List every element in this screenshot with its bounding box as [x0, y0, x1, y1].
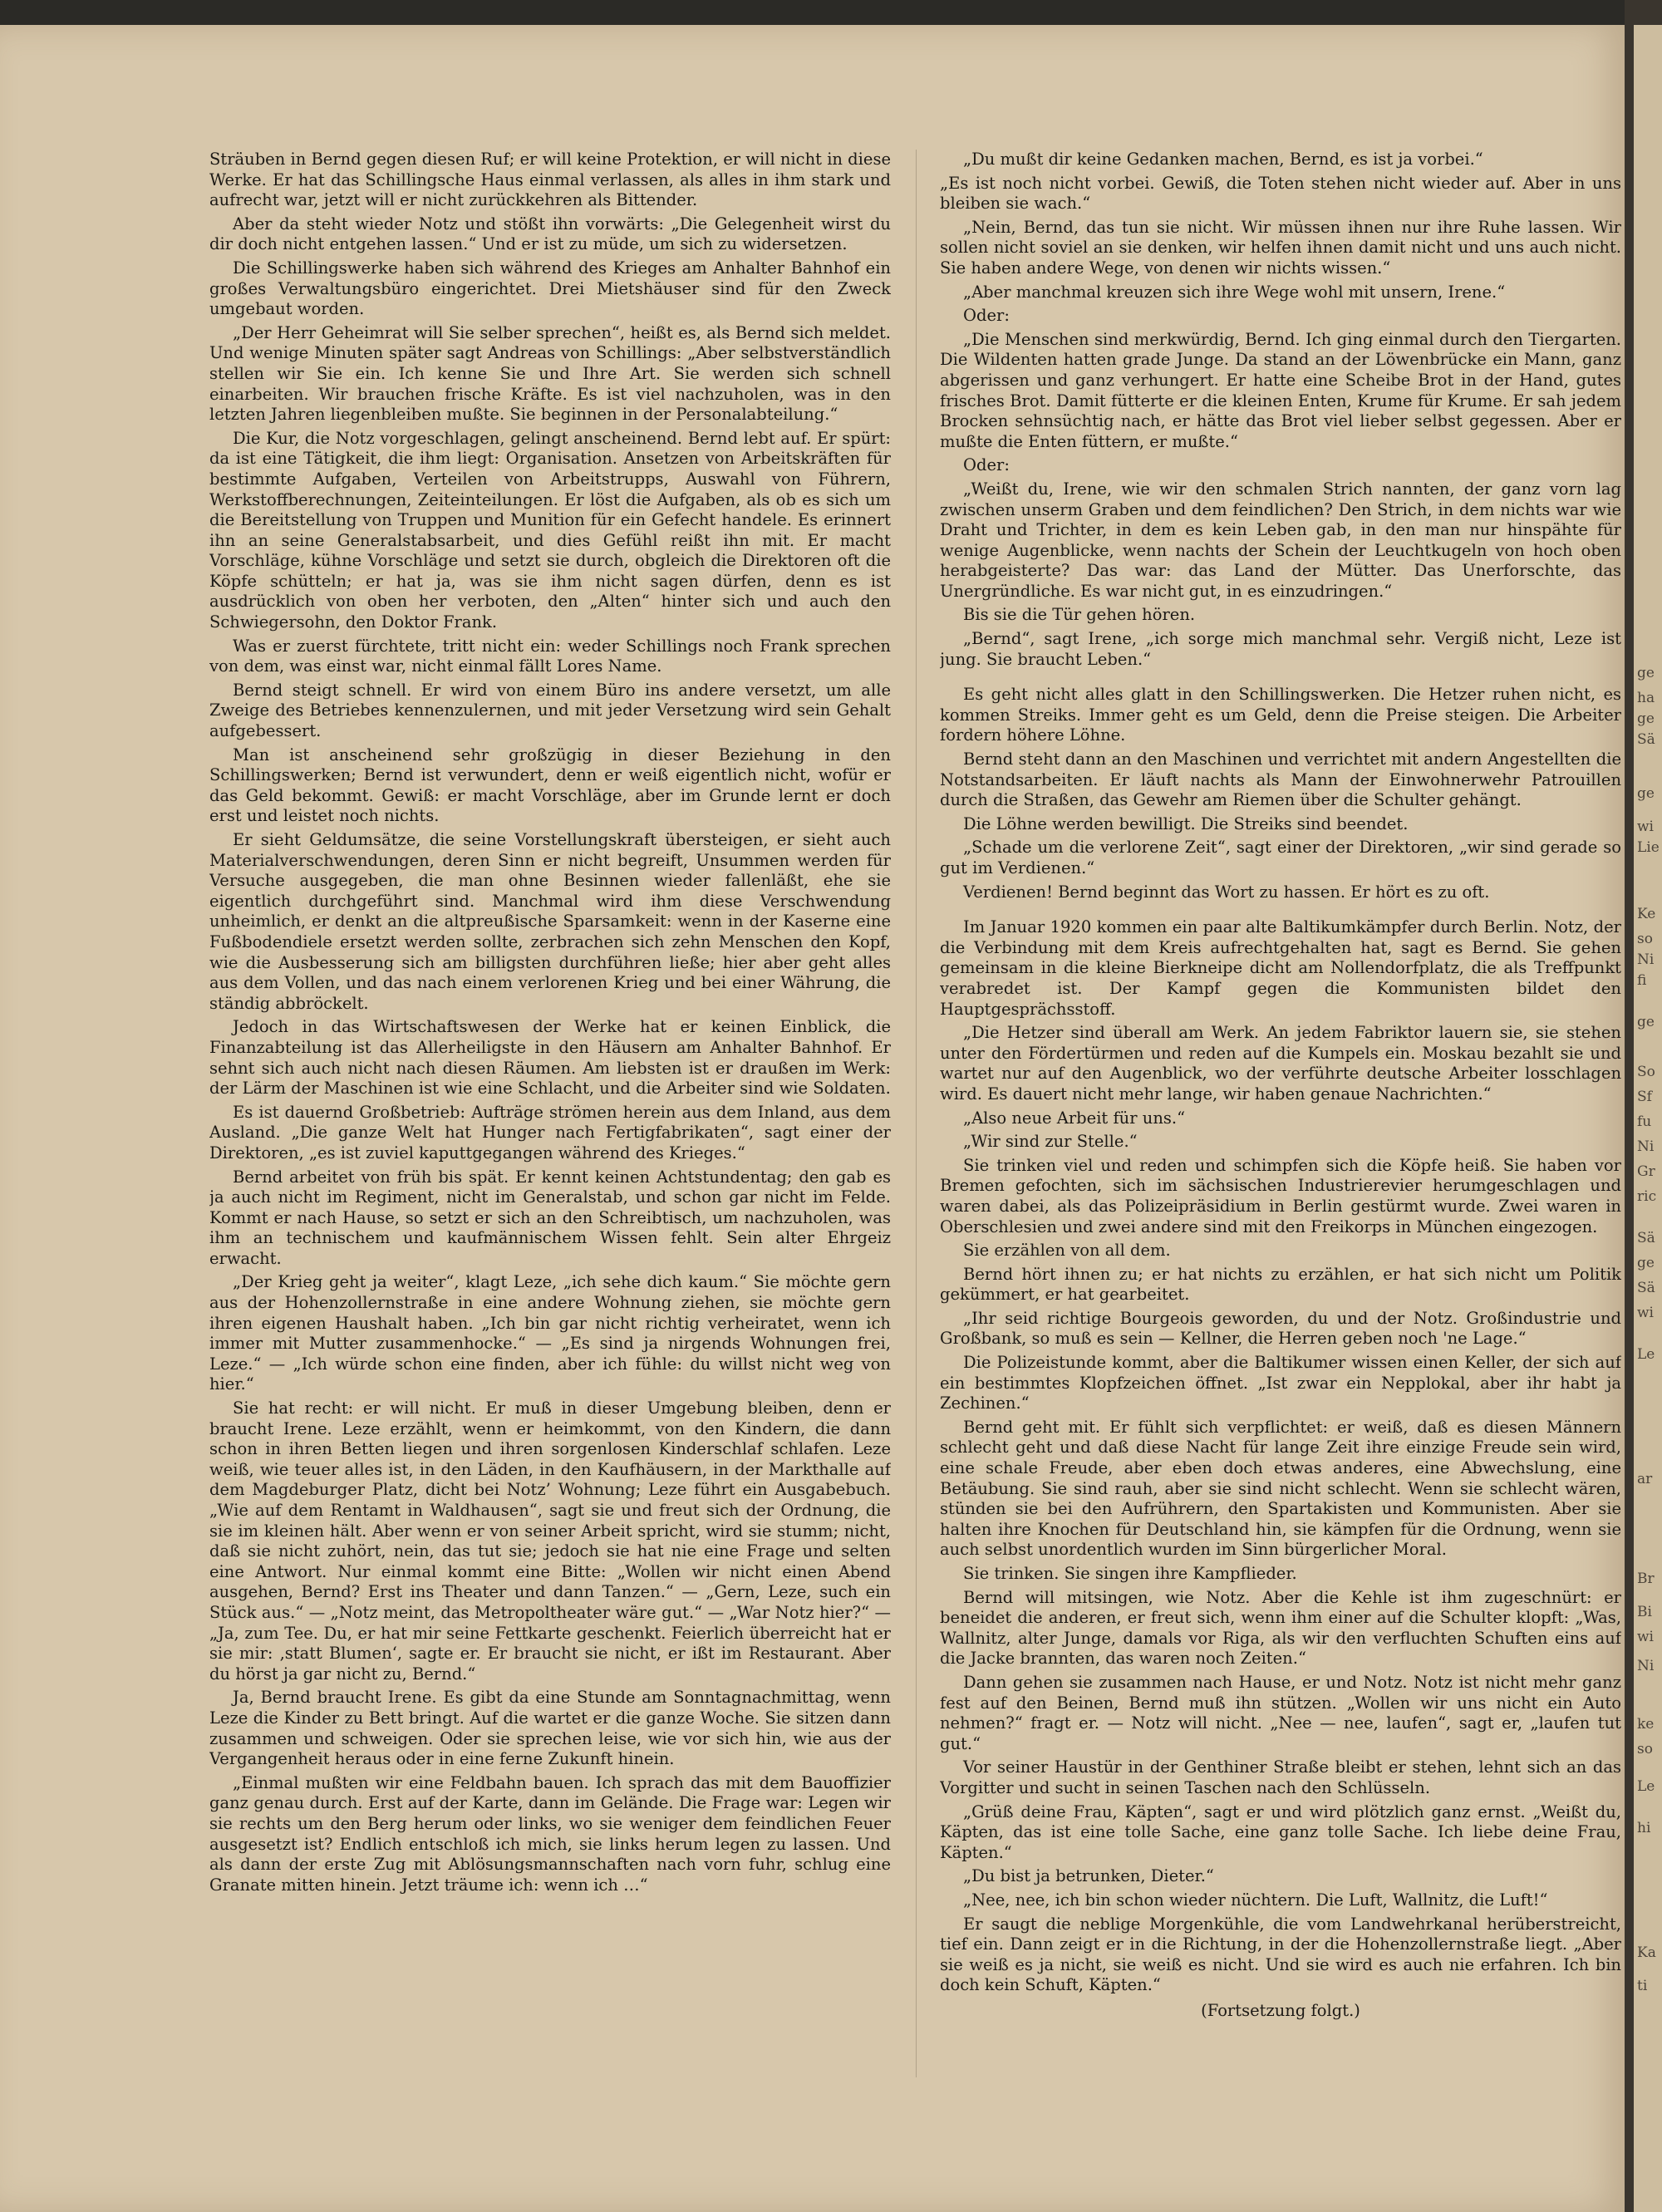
edge-fragment: hi — [1637, 1820, 1651, 1836]
edge-fragment: So — [1637, 1064, 1655, 1080]
edge-fragment: so — [1637, 1741, 1653, 1757]
edge-fragment: Gr — [1637, 1163, 1655, 1180]
edge-fragment: Le — [1637, 1346, 1655, 1363]
newspaper-page — [0, 25, 1625, 2212]
paragraph: Jedoch in das Wirtschaftswesen der Werke hat er keinen Einblick, die Finanzabteilung ist das Allerheiligste in den Häusern am Anhalter Bahnhof. Er sehnt sich auch nicht nach diesen Räumen. Am liebsten ist er draußen im Werk: der Lärm der Maschinen ist wie eine Schlacht, und die Arbeiter sind wie Soldaten. — [209, 1017, 891, 1099]
edge-fragment: ge — [1637, 1255, 1655, 1271]
paragraph: „Die Menschen sind merkwürdig, Bernd. Ich ging einmal durch den Tiergarten. Die Wildenten hatten grade Junge. Da stand an der Löwenbrücke ein Mann, ganz abgerissen und ganz verhungert. Er hatte eine Scheibe Brot in der Hand, gutes frisches Brot. Damit fütterte er die kleinen Enten, Krume für Krume. Er sah jedem Brocken sehnsüchtig nach, er hätte das Brot viel lieber selbst gegessen. Aber er mußte die Enten füttern, er mußte.“ — [940, 329, 1621, 451]
edge-fragment: wi — [1637, 818, 1654, 835]
edge-fragment: Sä — [1637, 1280, 1655, 1296]
paragraph: Verdienen! Bernd beginnt das Wort zu hassen. Er hört es zu oft. — [963, 882, 1490, 902]
paragraph: Sträuben in Bernd gegen diesen Ruf; er will keine Protektion, er will nicht in diese Werke. Er hat das Schillingsche Haus einmal verlassen, als alles in ihm stark und aufrecht war, jetzt will er nicht zurückkehren als Bittender. — [209, 150, 891, 210]
paragraph: Was er zuerst fürchtete, tritt nicht ein: weder Schillings noch Frank sprechen von dem, was einst war, nicht einmal fällt Lores Name. — [209, 636, 891, 676]
edge-fragment: ar — [1637, 1471, 1653, 1487]
paragraph: Aber da steht wieder Notz und stößt ihn vorwärts: „Die Gelegenheit wirst du dir doch nicht entgehen lassen.“ Und er ist zu müde, um sich zu widersetzen. — [209, 214, 891, 254]
paragraph: Oder: — [963, 306, 1010, 326]
edge-fragment: Br — [1637, 1571, 1655, 1587]
paragraph: Bernd geht mit. Er fühlt sich verpflichtet: er weiß, daß es diesen Männern schlecht geht und daß diese Nacht für lange Zeit ihre einzige Freude sein wird, eine schale Freude, aber eben doch etwas anderes, eine Abwechslung, eine Betäubung. Sie sind rauh, aber sie sind nicht schlecht. Wenn sie schlecht wären, stünden sie bei den Aufrührern, den Spartakisten und Kommunisten. Aber sie halten ihre Knochen für Deutschland hin, sie kämpfen für die Ordnung, wenn sie auch selbst unordentlich wurden im Sinn bürgerlicher Moral. — [940, 1417, 1621, 1560]
edge-fragment: ha — [1637, 690, 1655, 706]
edge-fragment: Ni — [1637, 951, 1655, 968]
edge-fragment: Ni — [1637, 1138, 1655, 1155]
paragraph: Bernd hört ihnen zu; er hat nichts zu erzählen, er hat sich nicht um Politik gekümmert, er hat gearbeitet. — [940, 1264, 1621, 1305]
paragraph: „Einmal mußten wir eine Feldbahn bauen. Ich sprach das mit dem Bauoffizier ganz genau durch. Erst auf der Karte, dann im Gelände. Die Frage war: Legen wir sie rechts um den Berg herum oder links, wo sie weniger dem feindlichen Feuer ausgesetzt ist? Endlich entschloß ich mich, sie links herum legen zu lassen. Und als dann der erste Zug mit Ablösungsmannschaften nach vorn fuhr, schlug eine Granate mitten hinein. Jetzt träume ich: wenn ich …“ — [209, 1772, 891, 1895]
edge-fragment: Le — [1637, 1778, 1655, 1795]
edge-fragment: ge — [1637, 665, 1655, 681]
paragraph: Bernd will mitsingen, wie Notz. Aber die Kehle ist ihm zugeschnürt: er beneidet die anderen, er freut sich, wenn ihm einer auf die Schulter klopft: „Was, Wallnitz, alter Junge, damals vor Riga, als wir den verfluchten Schuften eins auf die Jacke brannten, das waren noch Zeiten.“ — [940, 1587, 1621, 1669]
edge-fragment: Sä — [1637, 731, 1655, 748]
edge-fragment: ge — [1637, 785, 1655, 802]
paragraph: Er saugt die neblige Morgenkühle, die vom Landwehrkanal herüberstreicht, tief ein. Dann zeigt er in die Richtung, in der die Hohenzollernstraße liegt. „Aber sie weiß es ja nicht, sie weiß es nicht. Und sie wird es auch nie erfahren. Ich bin doch kein Schuft, Käpten.“ — [940, 1914, 1621, 1995]
edge-fragment: ric — [1637, 1188, 1657, 1205]
edge-fragment: ti — [1637, 1978, 1648, 1994]
paragraph: „Der Krieg geht ja weiter“, klagt Leze, „ich sehe dich kaum.“ Sie möchte gern aus der Hohenzollernstraße in eine andere Wohnung ziehen, sie möchte gern ihren eigenen Haushalt haben. „Ich bin gar nicht richtig verheiratet, wenn ich immer mit Mutter zusammenhocke.“ — „Es sind ja nirgends Wohnungen frei, Leze.“ — „Ich würde schon eine finden, aber ich fühle: du willst nicht weg von hier.“ — [209, 1272, 891, 1394]
paragraph: Man ist anscheinend sehr großzügig in dieser Beziehung in den Schillingswerken; Bernd ist verwundert, denn er weiß eigentlich nicht, wofür er das Geld bekommt. Gewiß: er macht Vorschläge, aber im Grunde lernt er doch erst und leistet noch nichts. — [209, 745, 891, 826]
paragraph: „Grüß deine Frau, Käpten“, sagt er und wird plötzlich ganz ernst. „Weißt du, Käpten, das ist eine tolle Sache, eine ganz tolle Sache. Ich liebe deine Frau, Käpten.“ — [940, 1802, 1621, 1862]
paragraph: Dann gehen sie zusammen nach Hause, er und Notz. Notz ist nicht mehr ganz fest auf den Beinen, Bernd muß ihn stützen. „Wollen wir uns nicht ein Auto nehmen?“ fragt er. — Notz will nicht. „Nee — nee, laufen“, sagt er, „laufen tut gut.“ — [940, 1672, 1621, 1753]
paragraph: Sie erzählen von all dem. — [963, 1241, 1171, 1261]
edge-fragment: fi — [1637, 972, 1647, 989]
paragraph: Bernd steht dann an den Maschinen und verrichtet mit andern Angestellten die Notstandsarbeiten. Er läuft nachts als Mann der Einwohnerwehr Patrouillen durch die Straßen, das Gewehr am Riemen über die Schulter gehängt. — [940, 750, 1621, 810]
paragraph: „Du mußt dir keine Gedanken machen, Bernd, es ist ja vorbei.“ — [963, 150, 1483, 169]
paragraph: „Schade um die verlorene Zeit“, sagt einer der Direktoren, „wir sind gerade so gut im Verdienen.“ — [940, 838, 1621, 877]
paragraph: Die Kur, die Notz vorgeschlagen, gelingt anscheinend. Bernd lebt auf. Er spürt: da ist eine Tätigkeit, die ihm liegt: Organisation. Ansetzen von Arbeitskräften für bestimmte Aufgaben, Verteilen von Arbeitstrupps, Auswahl von Führern, Werkstoffberechnungen, Zeiteinteilungen. Er löst die Aufgaben, als ob es sich um die Bereitstellung von Truppen und Munition für ein Gefecht handele. Es erinnert ihn an seine Generalstabsarbeit, und dies Gefühl reißt ihn mit. Er macht Vorschläge, kühne Vorschläge und setzt sie durch, obgleich die Direktoren oft die Köpfe schütteln; er hat ja, was sie ihm nicht sagen dürfen, denn es ist ausdrücklich von oben her verboten, den „Alten“ hinter sich und auch den Schwiegersohn, den Doktor Frank. — [209, 428, 891, 632]
paragraph: Die Schillingswerke haben sich während des Krieges am Anhalter Bahnhof ein großes Verwaltungsbüro eingerichtet. Drei Mietshäuser sind für den Zweck umgebaut worden. — [209, 258, 891, 319]
adjacent-page-edge — [1634, 25, 1662, 2212]
paragraph: „Bernd“, sagt Irene, „ich sorge mich manchmal sehr. Vergiß nicht, Leze ist jung. Sie braucht Leben.“ — [940, 629, 1621, 669]
paragraph: „Du bist ja betrunken, Dieter.“ — [963, 1866, 1214, 1886]
paragraph: „Es ist noch nicht vorbei. Gewiß, die Toten stehen nicht wieder auf. Aber in uns bleiben sie wach.“ — [940, 173, 1621, 214]
paragraph: „Ihr seid richtige Bourgeois geworden, du und der Notz. Großindustrie und Großbank, so muß es sein — Kellner, die Herren geben noch 'ne Lage.“ — [940, 1308, 1621, 1349]
paragraph: (Fortsetzung folgt.) — [1201, 2000, 1360, 2020]
edge-fragment: Ke — [1637, 906, 1656, 922]
paragraph: Bernd steigt schnell. Er wird von einem Büro ins andere versetzt, um alle Zweige des Betriebes kennenzulernen, und mit jeder Versetzung wird sein Gehalt aufgebessert. — [209, 680, 891, 741]
paragraph: Sie hat recht: er will nicht. Er muß in dieser Umgebung bleiben, denn er braucht Irene. Leze erzählt, wenn er heimkommt, von den Kindern, die dann schon in ihren Betten liegen und ihren sorgenlosen Kinderschlaf schlafen. Leze weiß, wie teuer alles ist, in den Läden, in den Kaufhäusern, in der Markthalle auf dem Magdeburger Platz, dicht bei Notz’ Wohnung; Leze führt ein Ausgabebuch. „Wie auf dem Rentamt in Waldhausen“, sagt sie und freut sich der Ordnung, die sie im kleinen hält. Aber wenn er von seiner Arbeit spricht, wird sie stumm; nicht, daß sie nicht zuhört, nein, das tut sie; jedoch sie hat nie eine Frage und selten eine Antwort. Nur einmal kommt eine Bitte: „Wollen wir nicht einen Abend ausgehen, Bernd? Erst ins Theater und dann Tanzen.“ — „Gern, Leze, such ein Stück aus.“ — „Notz meint, das Metropoltheater wäre gut.“ — „War Notz hier?“ — „Ja, zum Tee. Du, er hat mir seine Fettkarte geschenkt. Feierlich überreicht hat er sie mir: ‚statt Blumen‘, sagte er. Er braucht sie nicht, er ißt im Restaurant. Aber du hörst ja gar nicht zu, Bernd.“ — [209, 1398, 891, 1684]
column-divider — [916, 150, 917, 2077]
paragraph: Die Löhne werden bewilligt. Die Streiks sind beendet. — [963, 814, 1409, 833]
edge-fragment: Bi — [1637, 1604, 1652, 1620]
edge-fragment: wi — [1637, 1629, 1654, 1645]
edge-fragment: ke — [1637, 1716, 1655, 1733]
paragraph: „Der Herr Geheimrat will Sie selber sprechen“, heißt es, als Bernd sich meldet. Und wenige Minuten später sagt Andreas von Schillings: „Aber selbstverständlich stellen wir Sie ein. Ich kenne Sie und Ihre Art. Sie werden sich schnell einarbeiten. Wir brauchen frische Kräfte. Es ist viel nachzuholen, was in den letzten Jahren liegenbleiben mußte. Sie beginnen in der Personalabteilung.“ — [209, 322, 891, 425]
edge-fragment: Ni — [1637, 1658, 1655, 1674]
paragraph: Ja, Bernd braucht Irene. Es gibt da eine Stunde am Sonntagnachmittag, wenn Leze die Kinder zu Bett bringt. Auf die wartet er die ganze Woche. Sie sitzen dann zusammen und schweigen. Oder sie sprechen leise, wie vor sich hin, wie aus der Vergangenheit heraus oder in eine ferne Zukunft hinein. — [209, 1688, 891, 1769]
paragraph: Die Polizeistunde kommt, aber die Baltikumer wissen einen Keller, der sich auf ein bestimmtes Klopfzeichen öffnet. „Ist zwar ein Nepplokal, aber ihr habt ja Zechinen.“ — [940, 1353, 1621, 1413]
paragraph: Im Januar 1920 kommen ein paar alte Baltikumkämpfer durch Berlin. Notz, der die Verbindung mit dem Kreis aufrechtgehalten hat, sagt es Bernd. Sie gehen gemeinsam in die kleine Bierkneipe dicht am Nollendorfplatz, die als Treffpunkt verabredet ist. Der Kampf gegen die Kommunisten bildet den Hauptgesprächsstoff. — [940, 917, 1621, 1019]
edge-fragment: wi — [1637, 1305, 1654, 1321]
text-column-right — [940, 150, 1621, 2077]
paragraph: Bernd arbeitet von früh bis spät. Er kennt keinen Achtstundentag; den gab es ja auch nicht im Regiment, nicht im Generalstab, und schon gar nicht im Felde. Kommt er nach Hause, so setzt er sich an den Schreibtisch, um nachzuholen, was ihm an technischem und kaufmännischem Wissen fehlt. Sein alter Ehrgeiz erwacht. — [209, 1167, 891, 1268]
paragraph: Bis sie die Tür gehen hören. — [963, 605, 1196, 625]
paragraph: Es ist dauernd Großbetrieb: Aufträge strömen herein aus dem Inland, aus dem Ausland. „Die ganze Welt hat Hunger nach Fertigfabrikaten“, sagt einer der Direktoren, „es ist zuviel kaputtgegangen während des Krieges.“ — [209, 1102, 891, 1163]
paragraph: Vor seiner Haustür in der Genthiner Straße bleibt er stehen, lehnt sich an das Vorgitter und sucht in seinen Taschen nach den Schlüsseln. — [940, 1757, 1621, 1797]
edge-fragment: Sf — [1637, 1089, 1652, 1105]
text-column-left — [209, 150, 891, 2077]
edge-fragment: ge — [1637, 1014, 1655, 1030]
paragraph: „Nee, nee, ich bin schon wieder nüchtern. Die Luft, Wallnitz, die Luft!“ — [963, 1890, 1548, 1910]
paragraph: Sie trinken. Sie singen ihre Kampflieder. — [963, 1564, 1297, 1583]
edge-fragment: fu — [1637, 1113, 1652, 1130]
paragraph: „Weißt du, Irene, wie wir den schmalen Strich nannten, der ganz vorn lag zwischen unserm Graben und dem feindlichen? Den Strich, in dem nichts war wie Draht und Trichter, in dem es kein Leben gab, in den man nur hinspähte für wenige Augenblicke, wenn nachts der Schein der Leuchtkugeln von hoch oben herabgeisterte? Das war: das Land der Mütter. Das Unerforschte, das Unergründliche. Es war nicht gut, in es einzudringen.“ — [940, 479, 1621, 601]
paragraph: Er sieht Geldumsätze, die seine Vorstellungskraft übersteigen, er sieht auch Materialverschwendungen, deren Sinn er nicht begreift, Unsummen werden für Versuche ausgegeben, die man ohne Besinnen wieder fallenläßt, ehe sie eigentlich durchgeführt sind. Manchmal wird ihm diese Verschwendung unheimlich, er denkt an die altpreußische Sparsamkeit: wenn in der Kaserne eine Fußbodendiele ersetzt werden sollte, zerbrachen sich zehn Menschen den Kopf, wie die Ausbesserung sich am billigsten durchführen ließe; hier aber geht alles aus dem Vollen, und das nach einem verlorenen Krieg und bei einer Währung, die ständig abbröckelt. — [209, 830, 891, 1013]
paragraph: „Wir sind zur Stelle.“ — [963, 1132, 1138, 1152]
edge-fragment: Lie — [1637, 839, 1660, 856]
paragraph: Oder: — [963, 455, 1010, 475]
paragraph: „Also neue Arbeit für uns.“ — [963, 1108, 1186, 1128]
edge-fragment: so — [1637, 931, 1653, 947]
paragraph: „Aber manchmal kreuzen sich ihre Wege wohl mit unsern, Irene.“ — [963, 282, 1506, 302]
edge-fragment: Ka — [1637, 1944, 1656, 1961]
edge-fragment: ge — [1637, 710, 1655, 727]
paragraph: „Die Hetzer sind überall am Werk. An jedem Fabriktor lauern sie, sie stehen unter den Fördertürmen und reden auf die Kumpels ein. Moskau bezahlt sie und wartet nur auf den Augenblick, wo der verführte deutsche Arbeiter losschlagen wird. Es dauert nicht mehr lange, wir haben genaue Nachrichten.“ — [940, 1023, 1621, 1104]
paragraph: Sie trinken viel und reden und schimpfen sich die Köpfe heiß. Sie haben vor Bremen gefochten, sich im sächsischen Industrierevier herumgeschlagen und waren dabei, als das Polizeipräsidium in Berlin gestürmt wurde. Zwei waren in Oberschlesien und zwei andere sind mit den Freikorps in München eingezogen. — [940, 1155, 1621, 1236]
edge-fragment: Sä — [1637, 1230, 1655, 1246]
paragraph: „Nein, Bernd, das tun sie nicht. Wir müssen ihnen nur ihre Ruhe lassen. Wir sollen nicht soviel an sie denken, wir helfen ihnen damit nicht und uns auch nicht. Sie haben andere Wege, von denen wir nichts wissen.“ — [940, 217, 1621, 278]
paragraph: Es geht nicht alles glatt in den Schillingswerken. Die Hetzer ruhen nicht, es kommen Streiks. Immer geht es um Geld, denn die Preise steigen. Die Arbeiter fordern höhere Löhne. — [940, 685, 1621, 745]
